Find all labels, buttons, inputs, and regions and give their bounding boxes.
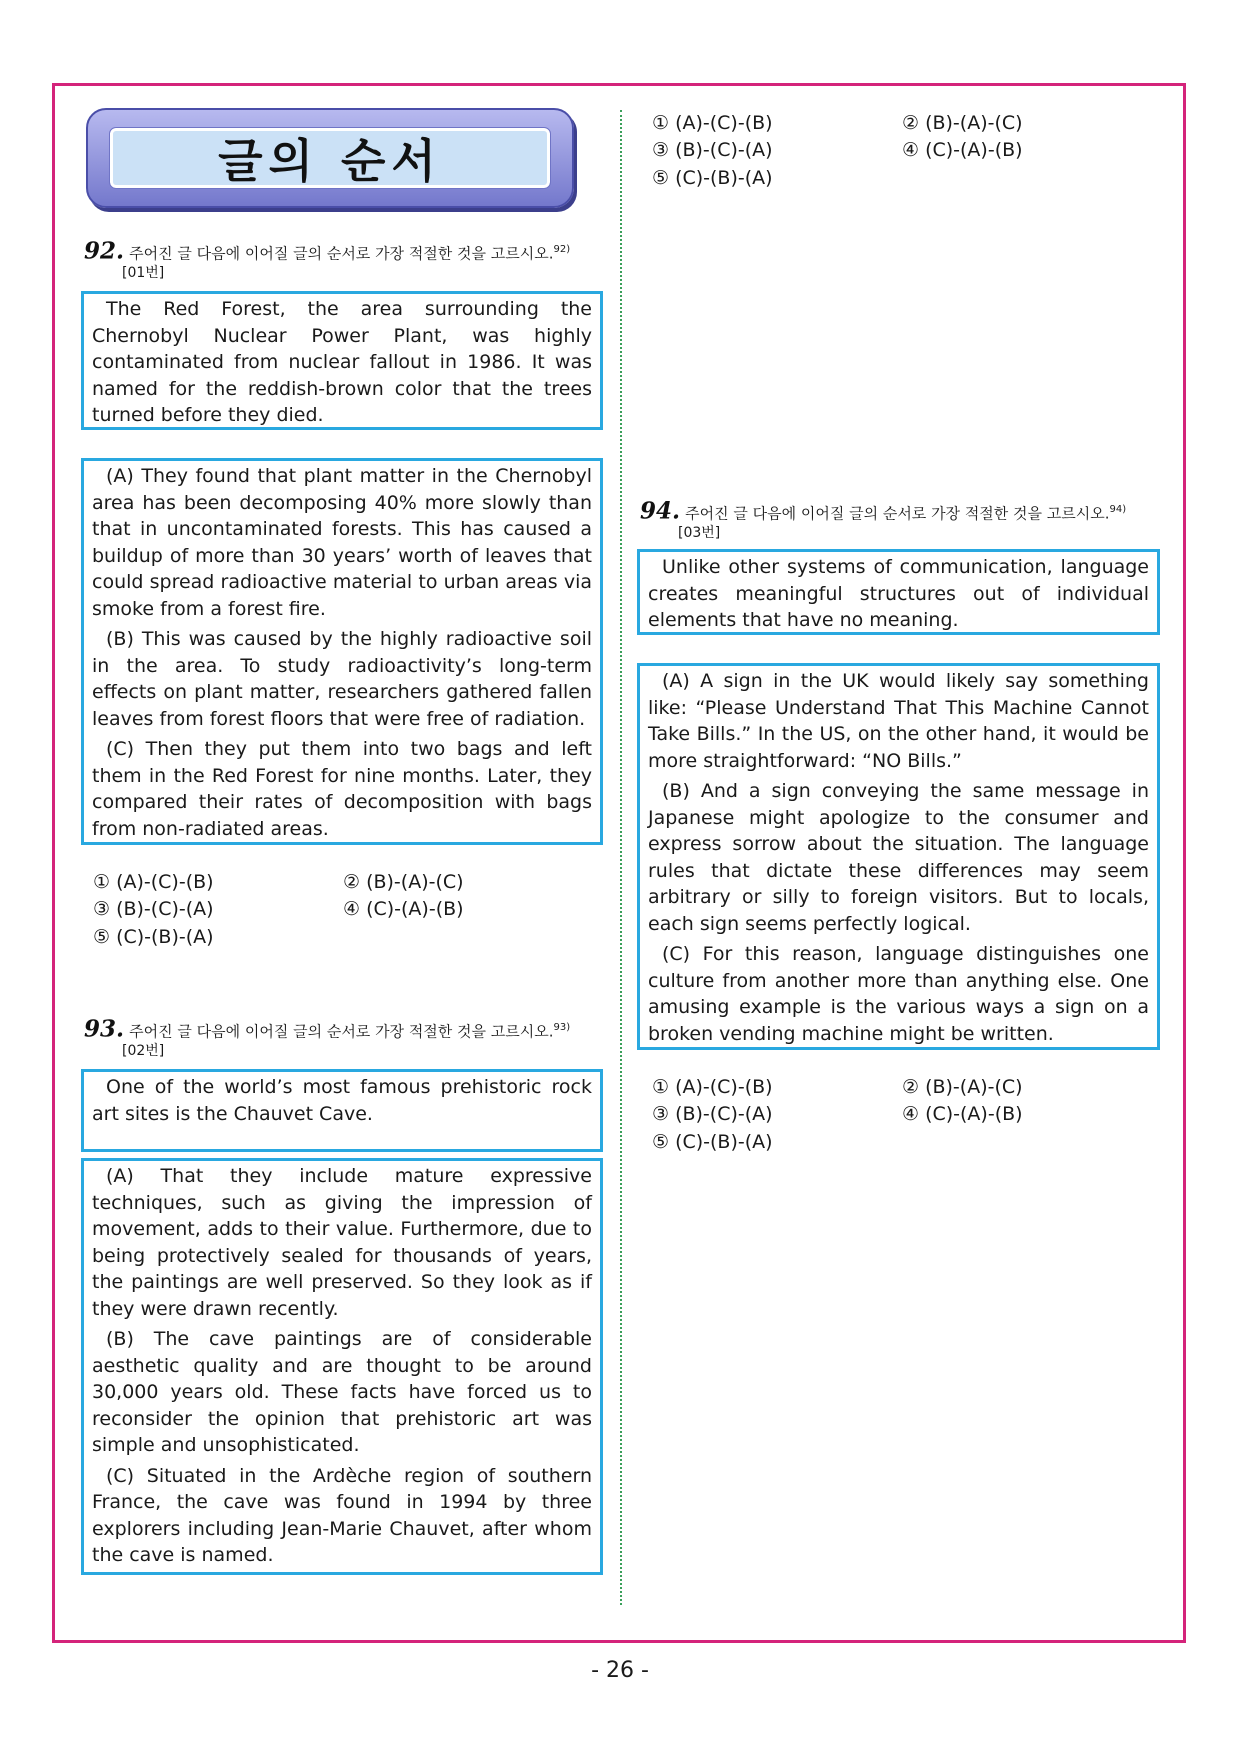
given-passage-93 xyxy=(81,1069,603,1152)
question-prompt: 주어진 글 다음에 이어질 글의 순서로 가장 적절한 것을 고르시오. xyxy=(685,504,1110,523)
given-text: The Red Forest, the area surrounding the Chernobyl Nuclear Power Plant, was highly contaminated from nuclear fallout in 1986. It was named for the reddish-brown color that the trees turned before they died. xyxy=(92,298,592,426)
paragraph-b: (B) This was caused by the highly radioactive soil in the area. To study radioactivity’s long-term effects on plant matter, researchers gathered fallen leaves from forest floors that were free of radiation. xyxy=(92,628,592,730)
section-banner xyxy=(86,108,574,208)
paragraph-a: (A) That they include mature expressive techniques, such as giving the impression of movement, adds to their value. Furthermore, due to being protectively sealed for thousands of years, the paintings are well preserved. So they look as if they were drawn recently. xyxy=(92,1165,592,1320)
paragraph-c: (C) Situated in the Ardèche region of southern France, the cave was found in 1994 by three explorers including Jean-Marie Chauvet, after whom the cave is named. xyxy=(92,1464,592,1566)
paragraph-b: (B) And a sign conveying the same message in Japanese might apologize to the consumer and express sorrow about the situation. The language rules that dictate these differences may seem arbitrary or silly to foreign visitors. But to locals, each sign seems perfectly logical. xyxy=(648,780,1149,935)
choice-1[interactable]: ① (A)-(C)-(B) xyxy=(93,871,214,893)
question-prompt: 주어진 글 다음에 이어질 글의 순서로 가장 적절한 것을 고르시오. xyxy=(129,1022,554,1041)
choice-5[interactable]: ⑤ (C)-(B)-(A) xyxy=(652,1131,773,1153)
choice-5[interactable]: ⑤ (C)-(B)-(A) xyxy=(93,926,214,948)
choice-2[interactable]: ② (B)-(A)-(C) xyxy=(902,112,1023,134)
question-number: 93. xyxy=(84,1015,125,1043)
column-divider xyxy=(620,110,622,1605)
question-prompt: 주어진 글 다음에 이어질 글의 순서로 가장 적절한 것을 고르시오. xyxy=(129,244,554,263)
ordering-passages-92 xyxy=(81,458,603,845)
choice-3[interactable]: ③ (B)-(C)-(A) xyxy=(652,139,773,161)
given-passage-92 xyxy=(81,291,603,430)
choice-4[interactable]: ④ (C)-(A)-(B) xyxy=(902,1103,1023,1125)
paragraph-a: (A) A sign in the UK would likely say something like: “Please Understand That This Machine Cannot Take Bills.” In the US, on the other hand, it would be more straightforward: “NO Bills.” xyxy=(648,670,1149,772)
choice-4[interactable]: ④ (C)-(A)-(B) xyxy=(343,898,464,920)
question-94-header xyxy=(640,497,1168,543)
paragraph-c: (C) Then they put them into two bags and left them in the Red Forest for nine months. Later, they compared their rates of decomposition with bags from non-radiated areas. xyxy=(92,738,592,840)
paragraph-b: (B) The cave paintings are of considerable aesthetic quality and are thought to be around 30,000 years old. These facts have forced us to reconsider the opinion that prehistoric art was simple and unsophisticated. xyxy=(92,1328,592,1456)
question-number: 94. xyxy=(640,497,681,525)
choice-2[interactable]: ② (B)-(A)-(C) xyxy=(343,871,464,893)
given-passage-94 xyxy=(637,549,1160,635)
given-text: Unlike other systems of communication, language creates meaningful structures out of individual elements that have no meaning. xyxy=(648,556,1149,631)
ordering-passages-94 xyxy=(637,663,1160,1050)
choice-5[interactable]: ⑤ (C)-(B)-(A) xyxy=(652,167,773,189)
given-text: One of the world’s most famous prehistoric rock art sites is the Chauvet Cave. xyxy=(92,1076,592,1125)
choice-3[interactable]: ③ (B)-(C)-(A) xyxy=(652,1103,773,1125)
page-number: - 26 - xyxy=(591,1658,649,1683)
question-source: [01번] xyxy=(122,265,165,282)
choices-92 xyxy=(93,869,593,953)
paragraph-a: (A) They found that plant matter in the Chernobyl area has been decomposing 40% more slowly than that in uncontaminated forests. This has caused a buildup of more than 30 years’ worth of leaves that could spread radioactive material to urban areas via smoke from a forest fire. xyxy=(92,465,592,620)
section-banner-inner xyxy=(110,128,550,188)
question-source: [03번] xyxy=(678,525,721,542)
choices-93 xyxy=(652,110,1152,194)
question-93-header xyxy=(84,1015,604,1061)
choice-1[interactable]: ① (A)-(C)-(B) xyxy=(652,1076,773,1098)
footnote-ref: 93) xyxy=(553,1022,571,1033)
ordering-passages-93 xyxy=(81,1158,603,1575)
choice-4[interactable]: ④ (C)-(A)-(B) xyxy=(902,139,1023,161)
choices-94 xyxy=(652,1074,1152,1158)
choice-1[interactable]: ① (A)-(C)-(B) xyxy=(652,112,773,134)
footnote-ref: 92) xyxy=(553,244,571,255)
paragraph-c: (C) For this reason, language distinguishes one culture from another more than anything else. One amusing example is the various ways a sign on a broken vending machine might be written. xyxy=(648,943,1149,1045)
question-number: 92. xyxy=(84,237,125,265)
choice-2[interactable]: ② (B)-(A)-(C) xyxy=(902,1076,1023,1098)
choice-3[interactable]: ③ (B)-(C)-(A) xyxy=(93,898,214,920)
question-92-header xyxy=(84,237,604,283)
section-title: 글의 순서 xyxy=(218,134,442,188)
footnote-ref: 94) xyxy=(1109,504,1127,515)
question-source: [02번] xyxy=(122,1043,165,1060)
